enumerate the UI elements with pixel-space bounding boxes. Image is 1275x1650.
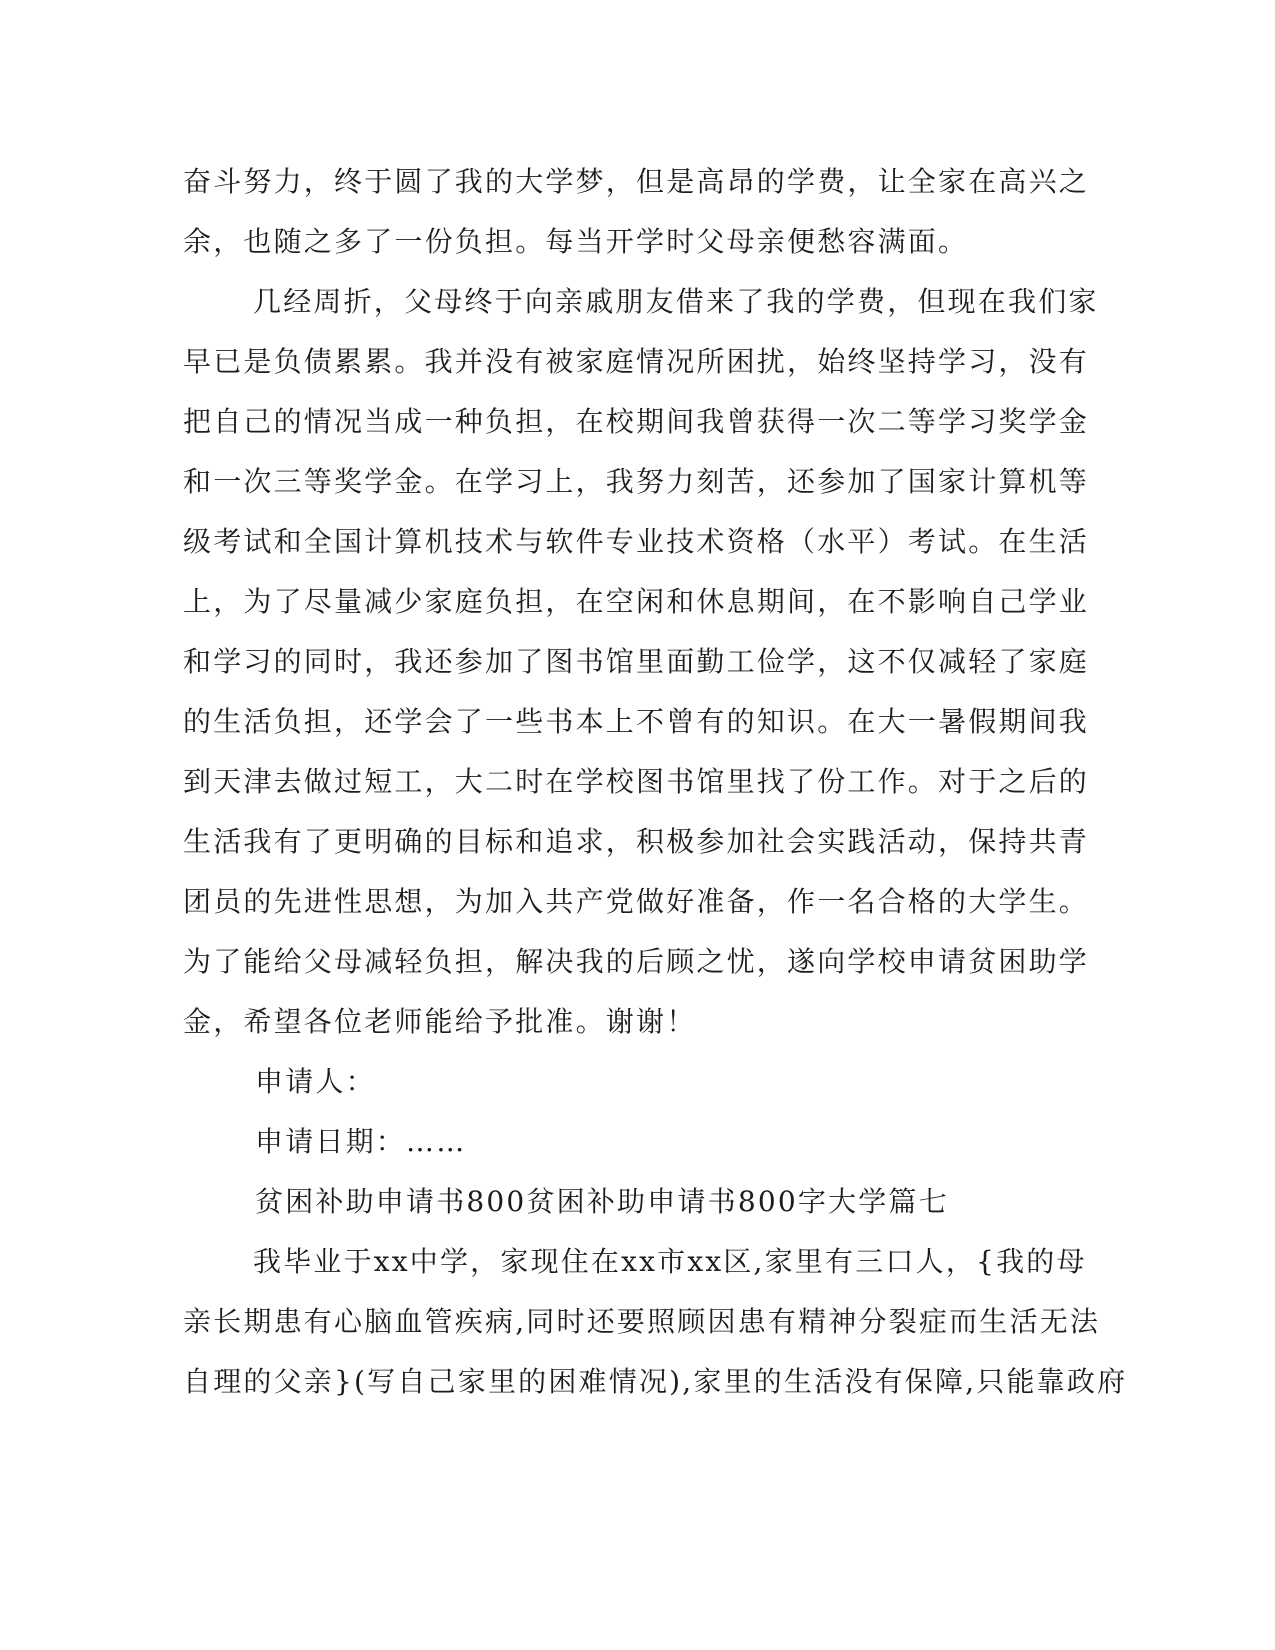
text-line: 奋斗努力，终于圆了我的大学梦，但是高昂的学费，让全家在高兴之 — [183, 165, 1090, 198]
text-line: 金，希望各位老师能给予批准。谢谢！ — [183, 1005, 697, 1038]
text-line: 和一次三等奖学金。在学习上，我努力刻苦，还参加了国家计算机等 — [183, 465, 1090, 498]
document-body — [183, 158, 1128, 1418]
text-line: 余，也随之多了一份负担。每当开学时父母亲便愁容满面。 — [183, 225, 969, 258]
text-line: 亲长期患有心脑血管疾病,同时还要照顾因患有精神分裂症而生活无法 — [183, 1305, 1101, 1338]
text-line: 早已是负债累累。我并没有被家庭情况所困扰，始终坚持学习，没有 — [183, 345, 1090, 378]
text-line: 把自己的情况当成一种负担，在校期间我曾获得一次二等学习奖学金 — [183, 405, 1090, 438]
section-heading: 贫困补助申请书800贫困补助申请书800字大学篇七 — [255, 1185, 949, 1218]
text-line: 上，为了尽量减少家庭负担，在空闲和休息期间，在不影响自己学业 — [183, 585, 1090, 618]
text-line: 级考试和全国计算机技术与软件专业技术资格（水平）考试。在生活 — [183, 525, 1090, 558]
paragraph-start-line: 几经周折，父母终于向亲戚朋友借来了我的学费，但现在我们家 — [253, 285, 1099, 318]
text-line: 的生活负担，还学会了一些书本上不曾有的知识。在大一暑假期间我 — [183, 705, 1090, 738]
application-date-label: 申请日期：…… — [255, 1125, 467, 1158]
text-line: 为了能给父母减轻负担，解决我的后顾之忧，遂向学校申请贫困助学 — [183, 945, 1090, 978]
text-line: 自理的父亲}(写自己家里的困难情况),家里的生活没有保障,只能靠政府 — [183, 1365, 1128, 1398]
text-line: 和学习的同时，我还参加了图书馆里面勤工俭学，这不仅减轻了家庭 — [183, 645, 1090, 678]
text-line: 团员的先进性思想，为加入共产党做好准备，作一名合格的大学生。 — [183, 885, 1090, 918]
text-line: 到天津去做过短工，大二时在学校图书馆里找了份工作。对于之后的 — [183, 765, 1090, 798]
text-line: 生活我有了更明确的目标和追求，积极参加社会实践活动，保持共青 — [183, 825, 1090, 858]
applicant-label: 申请人： — [255, 1065, 376, 1098]
paragraph-start-line: 我毕业于xx中学，家现住在xx市xx区,家里有三口人，{我的母 — [253, 1245, 1087, 1278]
